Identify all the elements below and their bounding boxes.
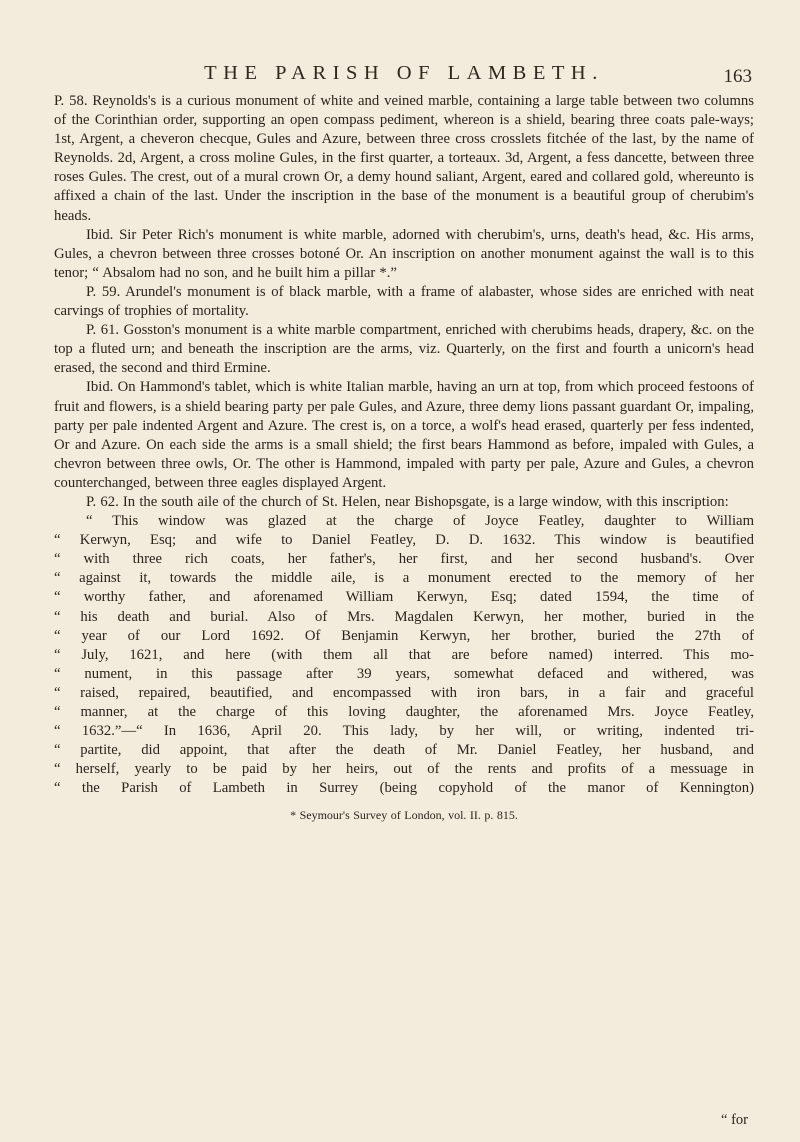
quote-line: “ raised, repaired, beautified, and encompassed with iron bars, in a fair and graceful	[54, 684, 754, 701]
body-text	[54, 92, 754, 826]
paragraph-gosston: P. 61. Gosston's monument is a white marble compartment, enriched with cherubims heads, drapery, &c. on the top a fluted urn; and beneath the inscription are the arms, viz. Quarterly, on the first and fourth a unicorn's head erased, the second and third Ermine.	[54, 322, 754, 377]
quote-line: “ his death and burial. Also of Mrs. Magdalen Kerwyn, her mother, buried in the	[54, 608, 754, 625]
paragraph-st-helen: P. 62. In the south aile of the church of St. Helen, near Bishopsgate, is a large window, with this inscription:	[86, 493, 729, 510]
quote-line: “ herself, yearly to be paid by her heirs, out of the rents and profits of a messuage in	[54, 761, 754, 778]
paragraph-arundel: P. 59. Arundel's monument is of black marble, with a frame of alabaster, whose sides are enriched with neat carvings of trophies of mortality.	[54, 283, 754, 320]
quote-line: “ worthy father, and aforenamed William Kerwyn, Esq; dated 1594, the time of	[54, 589, 754, 606]
quote-line: “ Kerwyn, Esq; and wife to Daniel Featley, D. D. 1632. This window is beautified	[54, 532, 754, 549]
quote-line: “ manner, at the charge of this loving daughter, the aforenamed Mrs. Joyce Featley,	[54, 704, 754, 720]
quoted-inscription	[54, 512, 754, 798]
quote-line: “ year of our Lord 1692. Of Benjamin Kerwyn, her brother, buried the 27th of	[54, 627, 754, 644]
running-head	[54, 58, 754, 92]
paragraph-reynolds: P. 58. Reynolds's is a curious monument of white and veined marble, containing a large table between two columns of the Corinthian order, supporting an open compass pediment, whereon is a shield, bearing three coats pale-ways; 1st, Argent, a cheveron checque, Gules and Azure, between three cross crosslets fitchée of the last, by the name of Reynolds. 2d, Argent, a cross moline Gules, in the first quarter, a torteaux. 3d, Argent, a fess dancette, between three roses Gules. The crest, out of a mural crown Or, a demy hound saliant, Argent, eared and collared gold, whereunto is affixed a chain of the last. Under the inscription in the base of the monument is a beautiful group of cherubim's heads.	[54, 93, 754, 224]
page-title: THE PARISH OF LAMBETH.	[204, 62, 604, 84]
quote-line: “ This window was glazed at the charge of Joyce Featley, daughter to William	[86, 513, 754, 530]
quote-line: “ 1632.”—“ In 1636, April 20. This lady, by her will, or writing, indented tri-	[54, 723, 754, 740]
catchword: “ for	[721, 1112, 748, 1128]
quote-line: “ July, 1621, and here (with them all that are before named) interred. This mo-	[54, 646, 754, 663]
quote-line: “ partite, did appoint, that after the death of Mr. Daniel Featley, her husband, and	[54, 742, 754, 759]
quote-line: “ the Parish of Lambeth in Surrey (being copyhold of the manor of Kennington)	[54, 780, 754, 797]
footnote: * Seymour's Survey of London, vol. II. p. 815.	[290, 808, 518, 823]
quote-line: “ against it, towards the middle aile, is a monument erected to the memory of her	[54, 570, 754, 587]
quote-line: “ nument, in this passage after 39 years, somewhat defaced and withered, was	[54, 665, 754, 682]
paragraph-hammond: Ibid. On Hammond's tablet, which is white Italian marble, having an urn at top, from which proceed festoons of fruit and flowers, is a shield bearing party per pale Gules, and Azure, three demy lions passant guardant Or, impaling, party per pale indented Argent and Azure. The crest is, on a torce, a wolf's head erased, quarterly per fess indented, Or and Azure. On each side the arms is a small shield; the first bears Hammond as before, impaled with Gules, a chevron between three owls, Or. The other is Hammond, impaled with party per pale, Azure and Gules, a chevron counterchanged, between three eagles displayed Argent.	[54, 379, 754, 491]
quote-line: “ with three rich coats, her father's, her first, and her second husband's. Over	[54, 551, 754, 568]
page-number: 163	[723, 66, 752, 87]
paragraph-rich: Ibid. Sir Peter Rich's monument is white marble, adorned with cherubim's, urns, death's head, &c. His arms, Gules, a chevron between three crosses botoné Or. An inscription on another monument against the wall is to this tenor; “ Absalom had no son, and he built him a pillar *.”	[54, 226, 754, 281]
